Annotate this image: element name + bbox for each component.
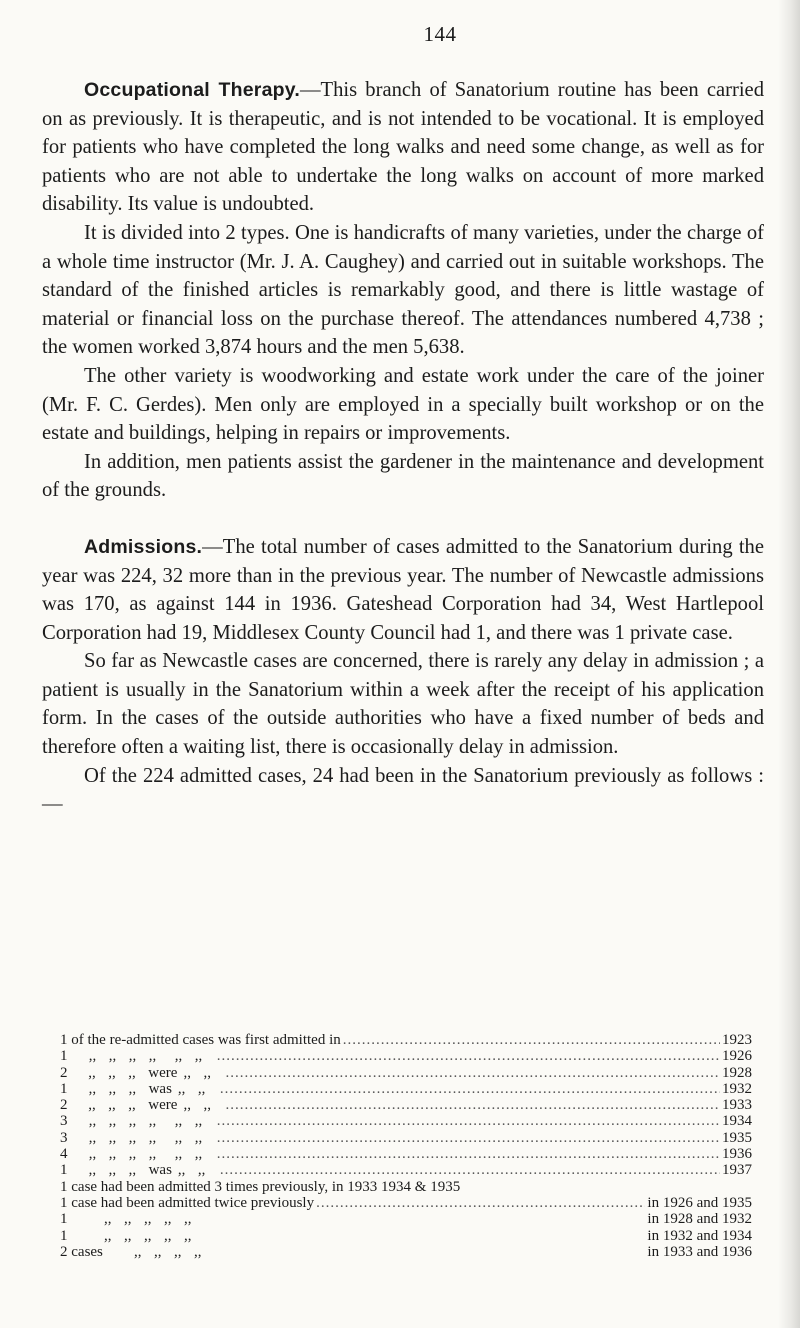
- list-item-year: 1937: [722, 1162, 752, 1179]
- list-item-count: 4: [60, 1146, 68, 1163]
- list-item: 1 ,, ,, ,, ,, ,, in 1928 and 1932: [60, 1211, 752, 1228]
- leader-dots: [220, 1081, 720, 1097]
- section-heading-admissions: Admissions.: [84, 535, 203, 558]
- list-item: 1 ,, ,, ,, was ,, ,, ..... 1937: [60, 1162, 752, 1178]
- leader-dots: [225, 1097, 720, 1113]
- list-item: 1 ,, ,, ,, ,, ,, in 1932 and 1934: [60, 1227, 752, 1244]
- list-item-text: 1 case had been admitted twice previously: [60, 1194, 315, 1211]
- list-item-count: 2: [60, 1064, 68, 1081]
- leader-dots: [225, 1065, 720, 1081]
- list-item: 2 cases ,, ,, ,, ,, in 1933 and 1936: [60, 1243, 752, 1260]
- paragraph-handicrafts: It is divided into 2 types. One is handicrafts of many varieties, under the charge of a whole time instructor (Mr. J. A. Caughey) and carried out in suitable workshops. The standard of the finished articles is remarkably good, and there is little wastage of material or financial loss on the purchase thereof. The attendances numbered 4,738 ; the women worked 3,874 hours and the men 5,638.: [42, 221, 764, 359]
- leader-dots: [217, 1130, 720, 1146]
- list-item-years: in 1932 and 1934: [647, 1227, 752, 1244]
- list-item: 3 ,, ,, ,, ,, ,, ,, ..... 1935: [60, 1130, 752, 1146]
- leader-dots: [220, 1162, 720, 1178]
- body-text: [42, 76, 764, 819]
- paragraph-newcastle-cases: So far as Newcastle cases are concerned, there is rarely any delay in admission ; a patient is usually in the Sanatorium within a week after the receipt of his application form. In the cases of the outside authorities who have a fixed number of beds and therefore often a waiting list, there is occasionally delay in admission.: [42, 650, 764, 759]
- list-item: 3 ,, ,, ,, ,, ,, ,, ..... 1934: [60, 1113, 752, 1129]
- paragraph-text: —This branch of Sanatorium routine has been carried on as previously. It is therapeutic, and is not intended to be vocational. It is employed for patients who have completed the long walks and need some change, as well as for patients who are not able to undertake the long walks on account of more marked disability. Its value is undoubted.: [42, 79, 764, 216]
- list-item-year: 1933: [722, 1097, 752, 1114]
- list-item-count: 1: [60, 1048, 68, 1065]
- list-item-year: 1928: [722, 1064, 752, 1081]
- list-item: 1 ,, ,, ,, ,, ,, ,, ..... 1926: [60, 1048, 752, 1064]
- list-item: [60, 1179, 752, 1195]
- paragraph-previous-admissions: Of the 224 admitted cases, 24 had been in the Sanatorium previously as follows :—: [42, 764, 764, 816]
- leader-dots: [217, 1048, 720, 1064]
- list-item-year: 1936: [722, 1146, 752, 1163]
- paragraph-gardening: In addition, men patients assist the gardener in the maintenance and development of the grounds.: [42, 450, 764, 502]
- list-item: 4 ,, ,, ,, ,, ,, ,, ..... 1936: [60, 1146, 752, 1162]
- leader-dots: [316, 1195, 645, 1211]
- list-item-text: 1 case had been admitted 3 times previously, in 1933 1934 & 1935: [60, 1178, 461, 1195]
- list-item-count: 3: [60, 1129, 68, 1146]
- list-item: 1 ,, ,, ,, was ,, ,, ..... 1932: [60, 1081, 752, 1097]
- list-item-count: 3: [60, 1113, 68, 1130]
- list-item-count: 2 cases: [60, 1243, 103, 1260]
- list-item-year: 1934: [722, 1113, 752, 1130]
- leader-dots: [217, 1146, 720, 1162]
- list-item-count: 1: [60, 1080, 68, 1097]
- list-item-years: in 1933 and 1936: [647, 1243, 752, 1260]
- list-item-year: 1926: [722, 1048, 752, 1065]
- paragraph-text: —The total number of cases admitted to the Sanatorium during the year was 224, 32 more than in the previous year. The number of Newcastle admissions was 170, as against 144 in 1936. Gateshead Corporation had 34, West Hartlepool Corporation had 19, Middlesex County Council had 1, and there was 1 private case.: [42, 535, 764, 644]
- list-item-year: 1923: [722, 1032, 752, 1048]
- list-item-years: in 1928 and 1932: [647, 1211, 752, 1228]
- page-edge-shadow: [778, 0, 800, 1328]
- paragraph-woodworking: The other variety is woodworking and estate work under the care of the joiner (Mr. F. C. Gerdes). Men only are employed in a specially built workshop or on the estate and buildings, helping in repairs or improvements.: [42, 364, 764, 445]
- list-item-year: 1932: [722, 1080, 752, 1097]
- leader-dots: [217, 1113, 720, 1129]
- list-item-count: 1: [60, 1211, 68, 1228]
- list-item: [60, 1195, 752, 1211]
- paragraph-admissions: [42, 533, 764, 647]
- list-item-years: in 1926 and 1935: [647, 1194, 752, 1211]
- list-item-count: 1: [60, 1227, 68, 1244]
- list-item-text: 1 of the re-admitted cases was first admitted in: [60, 1032, 341, 1048]
- readmission-listing: [60, 1032, 752, 1260]
- list-item-count: 2: [60, 1097, 68, 1114]
- section-heading-occupational-therapy: Occupational Therapy.: [84, 79, 300, 101]
- list-item-year: 1935: [722, 1129, 752, 1146]
- leader-dots: [343, 1032, 720, 1048]
- list-item: 2 ,, ,, ,, were ,, ,, ..... 1928: [60, 1065, 752, 1081]
- list-item: [60, 1032, 752, 1048]
- page-number: 144: [423, 22, 457, 46]
- list-item-count: 1: [60, 1162, 68, 1179]
- list-item: 2 ,, ,, ,, were ,, ,, ..... 1933: [60, 1097, 752, 1113]
- paragraph-occupational-therapy: [42, 76, 764, 219]
